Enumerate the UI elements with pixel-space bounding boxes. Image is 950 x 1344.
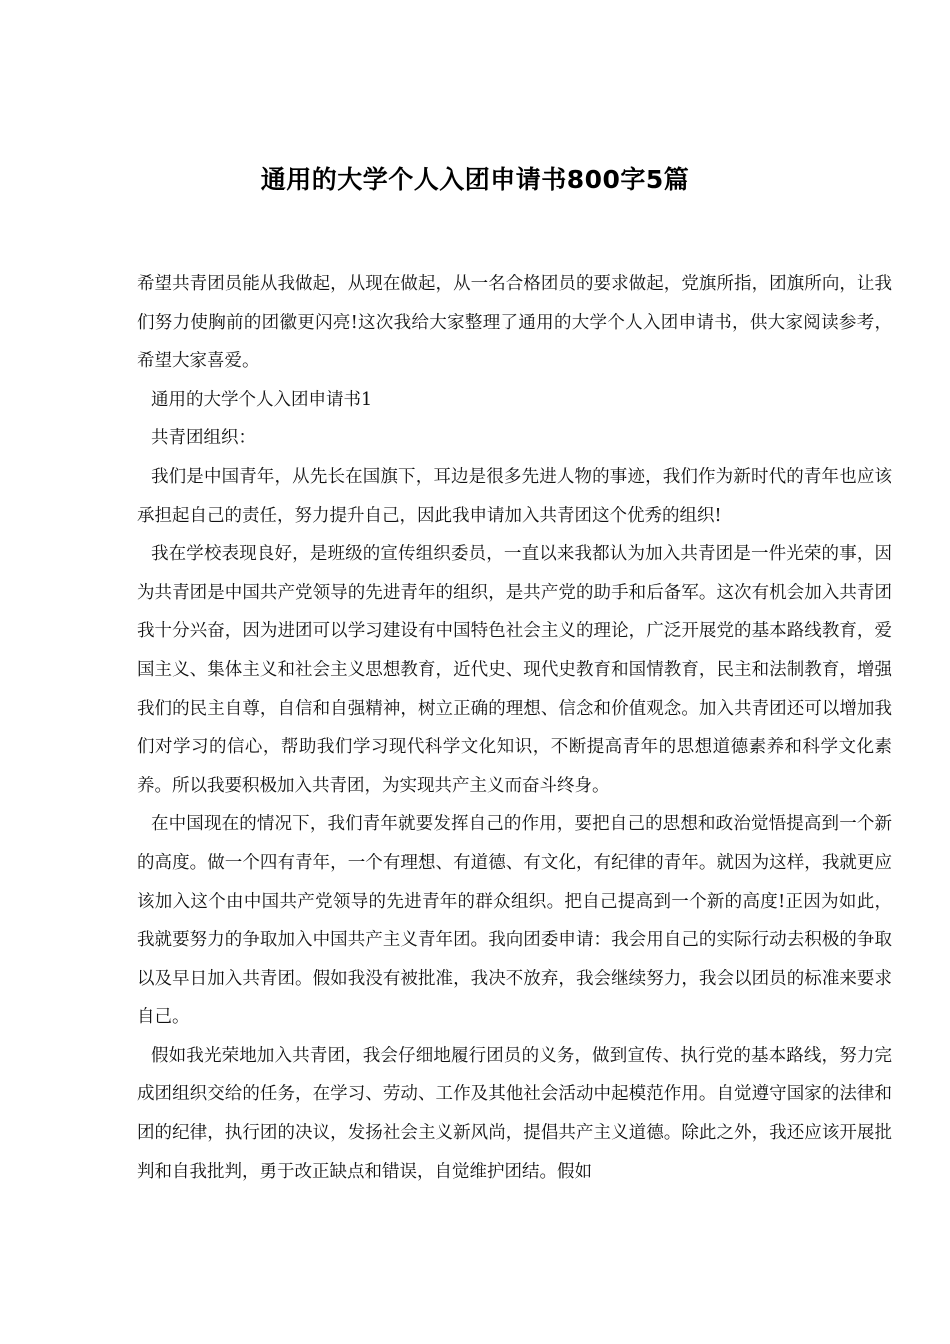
body-paragraph: 我们是中国青年，从先长在国旗下，耳边是很多先进人物的事迹，我们作为新时代的青年也应该承担起自己的责任，努力提升自己，因此我申请加入共青团这个优秀的组织! bbox=[137, 466, 892, 526]
body-paragraph: 假如我光荣地加入共青团，我会仔细地履行团员的义务，做到宣传、执行党的基本路线，努力完成团组织交给的任务，在学习、劳动、工作及其他社会活动中起模范作用。自觉遵守国家的法律和团的纪律，执行团的决议，发扬社会主义新风尚，提倡共产主义道德。除此之外，我还应该开展批判和自我批判，勇于改正缺点和错误，自觉维护团结。假如 bbox=[137, 1045, 892, 1182]
section-heading: 通用的大学个人入团申请书1 bbox=[151, 389, 373, 410]
body-paragraph: 我在学校表现良好，是班级的宣传组织委员，一直以来我都认为加入共青团是一件光荣的事，因为共青团是中国共产党领导的先进青年的组织，是共产党的助手和后备军。这次有机会加入共青团我十分兴奋，因为进团可以学习建设有中国特色社会主义的理论，广泛开展党的基本路线教育，爱国主义、集体主义和社会主义思想教育，近代史、现代史教育和国情教育，民主和法制教育，增强我们的民主自尊，自信和自强精神，树立正确的理想、信念和价值观念。加入共青团还可以增加我们对学习的信心，帮助我们学习现代科学文化知识，不断提高青年的思想道德素养和科学文化素养。所以我要积极加入共青团，为实现共产主义而奋斗终身。 bbox=[137, 544, 892, 796]
intro-paragraph: 希望共青团员能从我做起，从现在做起，从一名合格团员的要求做起，党旗所指，团旗所向，让我们努力使胸前的团徽更闪亮!这次我给大家整理了通用的大学个人入团申请书，供大家阅读参考，希望大家喜爱。 bbox=[137, 274, 892, 372]
document-body bbox=[137, 265, 892, 1191]
body-paragraph: 在中国现在的情况下，我们青年就要发挥自己的作用，要把自己的思想和政治觉悟提高到一个新的高度。做一个四有青年，一个有理想、有道德、有文化，有纪律的青年。就因为这样，我就更应该加入这个由中国共产党领导的先进青年的群众组织。把自己提高到一个新的高度!正因为如此，我就要努力的争取加入中国共产主义青年团。我向团委申请：我会用自己的实际行动去积极的争取以及早日加入共青团。假如我没有被批准，我决不放弃，我会继续努力，我会以团员的标准来要求自己。 bbox=[137, 814, 892, 1028]
document-title: 通用的大学个人入团申请书800字5篇 bbox=[260, 165, 690, 194]
salutation: 共青团组织： bbox=[151, 428, 256, 449]
